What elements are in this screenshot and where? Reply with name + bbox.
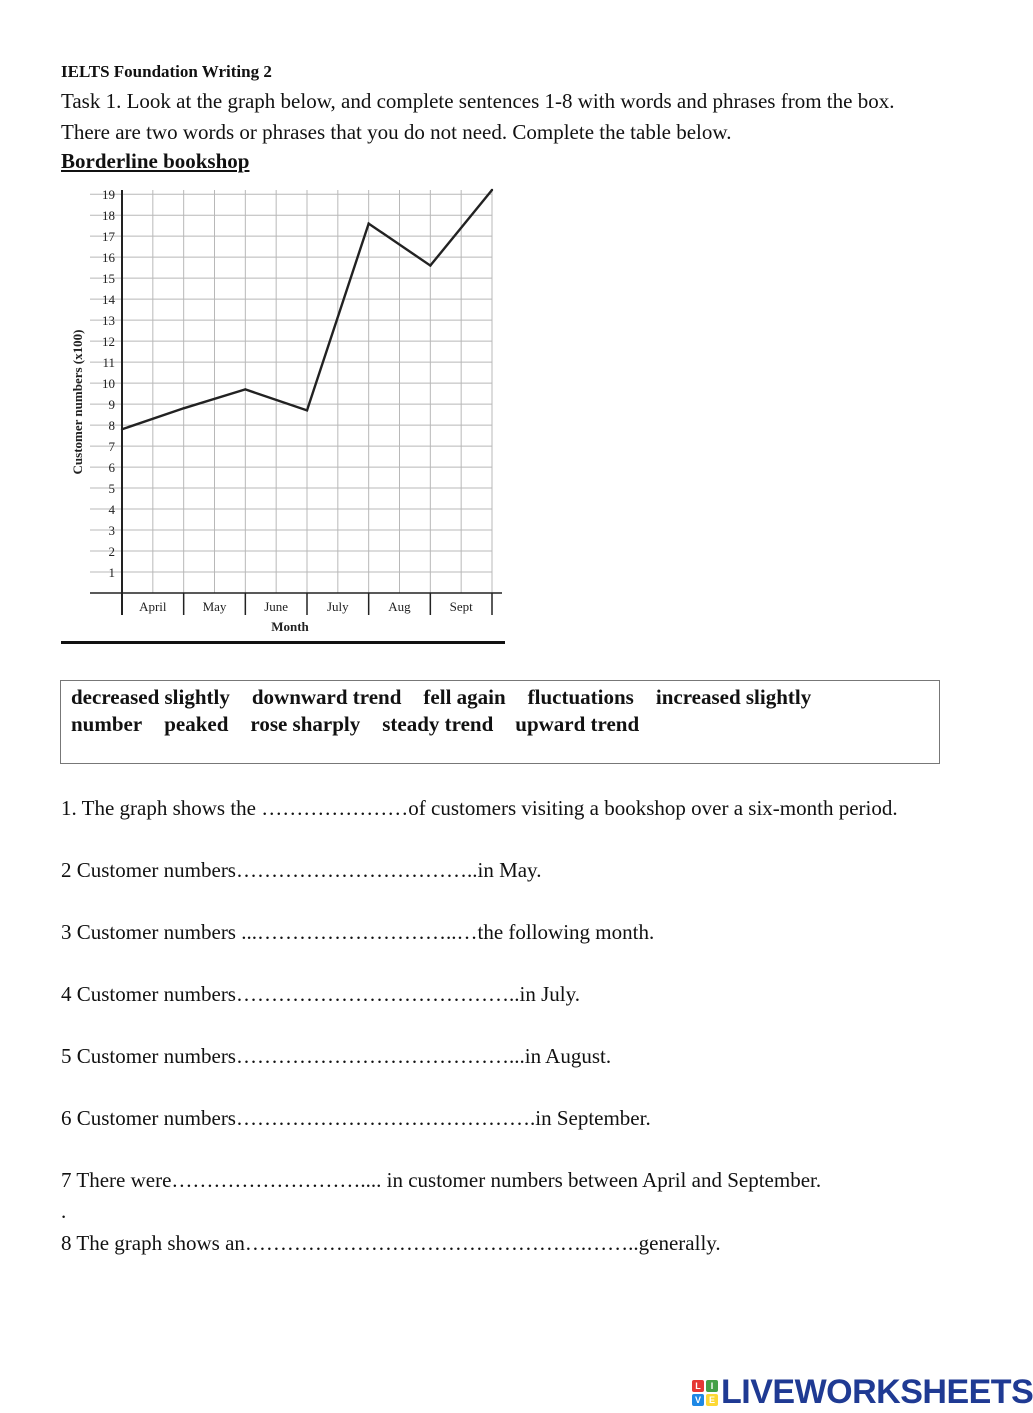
word-option: downward trend bbox=[251, 685, 402, 709]
data-point bbox=[121, 428, 123, 430]
chart-ticks bbox=[102, 187, 473, 614]
word-option: decreased slightly bbox=[71, 685, 230, 709]
worksheet-header: IELTS Foundation Writing 2 bbox=[61, 62, 272, 81]
question-7: 7 There were……………………….... in customer numbers between April and September. bbox=[61, 1168, 822, 1192]
y-tick-label: 9 bbox=[108, 397, 115, 413]
y-tick-label: 14 bbox=[102, 292, 115, 308]
x-tick-label: April bbox=[139, 599, 167, 614]
data-point bbox=[491, 189, 493, 191]
data-point bbox=[244, 388, 246, 390]
word-option: fluctuations bbox=[527, 685, 634, 709]
question-2: 2 Customer numbers……………………………..in May. bbox=[61, 858, 542, 882]
x-axis-label: Month bbox=[271, 619, 309, 634]
line-chart bbox=[60, 180, 510, 640]
word-box-row-2 bbox=[71, 711, 929, 738]
word-box bbox=[60, 680, 940, 764]
y-tick-label: 10 bbox=[102, 376, 115, 392]
word-option: number bbox=[71, 712, 143, 736]
y-tick-label: 13 bbox=[102, 313, 115, 329]
word-option: upward trend bbox=[515, 712, 640, 736]
data-point bbox=[429, 264, 431, 266]
data-point bbox=[182, 407, 184, 409]
question-5: 5 Customer numbers…………………………………...in August. bbox=[61, 1044, 612, 1068]
word-option: steady trend bbox=[382, 712, 494, 736]
question-4: 4 Customer numbers…………………………………..in July. bbox=[61, 982, 580, 1006]
chart-bottom-rule bbox=[61, 641, 505, 644]
y-tick-label: 4 bbox=[108, 502, 115, 518]
question-1: 1. The graph shows the …………………of customers visiting a bookshop over a six-month period. bbox=[61, 796, 898, 820]
y-tick-label: 18 bbox=[102, 208, 115, 224]
y-tick-label: 17 bbox=[102, 229, 115, 245]
y-tick-label: 2 bbox=[108, 544, 115, 560]
y-tick-label: 8 bbox=[108, 418, 115, 434]
y-tick-label: 7 bbox=[108, 439, 115, 455]
logo-letter: L bbox=[692, 1380, 704, 1392]
y-tick-label: 1 bbox=[108, 565, 115, 581]
x-tick-label: July bbox=[326, 599, 349, 614]
data-point bbox=[306, 409, 308, 411]
logo-letter: E bbox=[706, 1394, 718, 1406]
logo-letter: I bbox=[706, 1380, 718, 1392]
y-tick-label: 16 bbox=[102, 250, 115, 266]
chart-title: Borderline bookshop bbox=[61, 149, 250, 173]
x-tick-label: June bbox=[264, 599, 289, 614]
x-tick-label: Aug bbox=[388, 599, 411, 614]
y-tick-label: 3 bbox=[108, 523, 115, 539]
word-option: rose sharply bbox=[250, 712, 361, 736]
logo-letter: V bbox=[692, 1394, 704, 1406]
y-tick-label: 12 bbox=[102, 334, 115, 350]
brand-text: LIVEWORKSHEETS bbox=[721, 1373, 1033, 1411]
liveworksheets-brand bbox=[692, 1373, 1033, 1412]
chart-grid bbox=[90, 190, 492, 593]
question-8: 8 The graph shows an………………………………………….……..generally. bbox=[61, 1231, 721, 1255]
y-tick-label: 15 bbox=[102, 271, 115, 287]
y-axis-label: Customer numbers (x100) bbox=[70, 329, 85, 475]
word-option: peaked bbox=[164, 712, 229, 736]
x-tick-label: May bbox=[202, 599, 227, 614]
question-6: 6 Customer numbers…………………………………….in September. bbox=[61, 1106, 651, 1130]
y-tick-label: 5 bbox=[108, 481, 115, 497]
question-separator: . bbox=[61, 1199, 67, 1223]
y-tick-label: 19 bbox=[102, 187, 115, 203]
data-point bbox=[367, 222, 369, 224]
question-3: 3 Customer numbers ...………………………..…the following month. bbox=[61, 920, 655, 944]
word-option: increased slightly bbox=[655, 685, 812, 709]
task-instructions: Task 1. Look at the graph below, and complete sentences 1-8 with words and phrases from the box. There are two words or phrases that you do not need. Complete the table below. bbox=[61, 89, 895, 144]
x-tick-label: Sept bbox=[449, 599, 473, 614]
y-tick-label: 11 bbox=[102, 355, 115, 371]
word-box-row-1 bbox=[71, 684, 929, 711]
y-tick-label: 6 bbox=[108, 460, 115, 476]
liveworksheets-logo-icon bbox=[692, 1380, 718, 1406]
word-option: fell again bbox=[423, 685, 506, 709]
